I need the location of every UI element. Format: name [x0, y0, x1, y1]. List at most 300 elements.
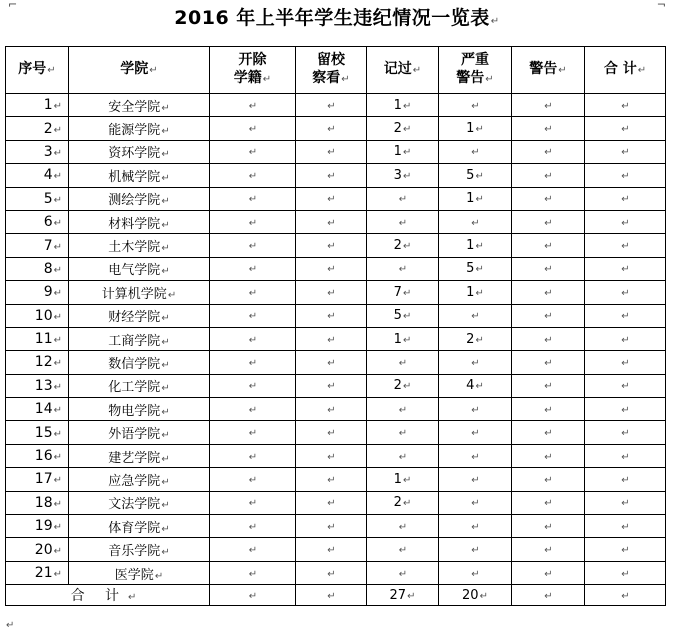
warning-count	[512, 140, 585, 163]
paragraph-mark-icon: ↵	[471, 545, 480, 557]
row-number: 11↵	[6, 327, 69, 350]
paragraph-mark-icon: ↵	[621, 311, 630, 323]
paragraph-mark-icon: ↵	[53, 405, 62, 417]
serious-warning-count	[439, 94, 512, 117]
row-number: 6↵	[6, 210, 69, 233]
paragraph-mark-icon: ↵	[53, 218, 62, 230]
table-row	[6, 398, 666, 421]
paragraph-mark-icon: ↵	[248, 147, 258, 159]
paragraph-mark-icon: ↵	[248, 521, 258, 533]
paragraph-mark-icon: ↵	[544, 381, 553, 393]
paragraph-mark-icon: ↵	[327, 381, 336, 393]
expel-count	[210, 117, 296, 140]
paragraph-mark-icon: ↵	[398, 357, 408, 369]
probation-count	[296, 351, 367, 374]
paragraph-mark-icon: ↵	[327, 287, 336, 299]
serious-warning-count: 1↵	[439, 281, 512, 304]
row-number: 19↵	[6, 515, 69, 538]
serious-warning-count	[439, 398, 512, 421]
expel-count	[210, 94, 296, 117]
paragraph-mark-icon: ↵	[621, 568, 630, 580]
serious-warning-count	[439, 304, 512, 327]
paragraph-mark-icon: ↵	[161, 359, 170, 371]
row-number: 14↵	[6, 398, 69, 421]
paragraph-mark-icon: ↵	[248, 498, 258, 510]
paragraph-mark-icon: ↵	[161, 172, 170, 184]
paragraph-mark-icon: ↵	[53, 569, 62, 580]
demerit-count: 1↵	[367, 327, 439, 350]
table-row	[6, 351, 666, 374]
row-total	[585, 421, 666, 444]
paragraph-mark-icon: ↵	[621, 124, 630, 136]
header-expel: 开除 学籍↵	[210, 47, 296, 94]
table-header-row	[6, 47, 666, 94]
expel-count	[210, 374, 296, 397]
paragraph-mark-icon: ↵	[544, 124, 553, 136]
margin-corner-mark: ⌐	[8, 0, 18, 11]
expel-count	[210, 210, 296, 233]
totals-row	[6, 585, 666, 606]
row-total	[585, 164, 666, 187]
table-row	[6, 444, 666, 467]
paragraph-mark-icon: ↵	[53, 124, 62, 136]
college-name: 材料学院↵	[69, 210, 210, 233]
totals-total: ↵	[585, 585, 666, 606]
probation-count	[296, 398, 367, 421]
discipline-table	[5, 46, 666, 606]
paragraph-mark-icon: ↵	[327, 545, 336, 557]
paragraph-mark-icon: ↵	[402, 100, 412, 112]
row-total	[585, 538, 666, 561]
table-row	[6, 94, 666, 117]
paragraph-mark-icon: ↵	[248, 194, 258, 206]
warning-count	[512, 351, 585, 374]
expel-count	[210, 281, 296, 304]
paragraph-mark-icon: ↵	[327, 474, 336, 486]
expel-count	[210, 538, 296, 561]
paragraph-mark-icon: ↵	[327, 568, 336, 580]
probation-count	[296, 164, 367, 187]
warning-count	[512, 281, 585, 304]
paragraph-mark-icon: ↵	[398, 451, 408, 463]
warning-count	[512, 421, 585, 444]
row-number: 7↵	[6, 234, 69, 257]
paragraph-mark-icon: ↵	[161, 383, 170, 395]
warning-count	[512, 515, 585, 538]
paragraph-mark-icon: ↵	[161, 219, 170, 231]
expel-count	[210, 491, 296, 514]
expel-count	[210, 140, 296, 163]
warning-count	[512, 444, 585, 467]
warning-count	[512, 187, 585, 210]
paragraph-mark-icon: ↵	[327, 311, 336, 323]
header-probation: 留校 察看↵	[296, 47, 367, 94]
paragraph-mark-icon: ↵	[475, 381, 484, 393]
college-name: 医学院↵	[69, 561, 210, 584]
college-name: 化工学院↵	[69, 374, 210, 397]
serious-warning-count	[439, 491, 512, 514]
table-row	[6, 234, 666, 257]
row-total	[585, 187, 666, 210]
probation-count	[296, 421, 367, 444]
paragraph-mark-icon: ↵	[402, 241, 412, 253]
paragraph-mark-icon: ↵	[544, 498, 553, 510]
paragraph-mark-icon: ↵	[248, 100, 258, 112]
paragraph-mark-icon: ↵	[327, 241, 336, 253]
paragraph-mark-icon: ↵	[167, 289, 177, 301]
table-row	[6, 187, 666, 210]
row-number: 17↵	[6, 468, 69, 491]
paragraph-mark-icon: ↵	[53, 194, 62, 206]
table-row	[6, 491, 666, 514]
paragraph-mark-icon: ↵	[621, 334, 630, 346]
paragraph-mark-icon: ↵	[327, 334, 336, 346]
probation-count	[296, 444, 367, 467]
paragraph-mark-icon: ↵	[475, 194, 484, 206]
paragraph-mark-icon: ↵	[621, 100, 630, 112]
serious-warning-count	[439, 351, 512, 374]
serious-warning-count: 4↵	[439, 374, 512, 397]
totals-demerit: 27↵	[367, 585, 439, 606]
paragraph-mark-icon: ↵	[398, 568, 408, 580]
demerit-count	[367, 421, 439, 444]
serious-warning-count	[439, 538, 512, 561]
warning-count	[512, 374, 585, 397]
demerit-count: 2↵	[367, 117, 439, 140]
row-number: 3↵	[6, 140, 69, 163]
demerit-count	[367, 257, 439, 280]
paragraph-mark-icon: ↵	[402, 381, 412, 393]
probation-count	[296, 491, 367, 514]
totals-label-cell: 合 计↵	[6, 585, 210, 606]
paragraph-mark-icon: ↵	[621, 241, 630, 253]
serious-warning-count: 1↵	[439, 234, 512, 257]
row-number: 20↵	[6, 538, 69, 561]
college-name: 资环学院↵	[69, 140, 210, 163]
warning-count	[512, 491, 585, 514]
row-total	[585, 515, 666, 538]
paragraph-mark-icon: ↵	[544, 334, 553, 346]
row-number: 21↵	[6, 561, 69, 584]
expel-count	[210, 187, 296, 210]
row-number: 10↵	[6, 304, 69, 327]
table-row	[6, 164, 666, 187]
paragraph-mark-icon: ↵	[327, 428, 336, 440]
serious-warning-count	[439, 561, 512, 584]
paragraph-mark-icon: ↵	[398, 428, 408, 440]
document-title	[0, 5, 674, 35]
demerit-count	[367, 444, 439, 467]
row-number: 15↵	[6, 421, 69, 444]
paragraph-mark-icon: ↵	[53, 335, 62, 347]
serious-warning-count	[439, 210, 512, 233]
college-name: 外语学院↵	[69, 421, 210, 444]
serious-warning-count	[439, 515, 512, 538]
expel-count	[210, 351, 296, 374]
paragraph-mark-icon: ↵	[544, 521, 553, 533]
paragraph-mark-icon: ↵	[402, 170, 412, 182]
row-number: 9↵	[6, 281, 69, 304]
paragraph-mark-icon: ↵	[398, 194, 408, 206]
row-total	[585, 351, 666, 374]
row-number: 5↵	[6, 187, 69, 210]
paragraph-mark-icon: ↵	[327, 357, 336, 369]
header-demerit: 记过↵	[367, 47, 439, 94]
paragraph-mark-icon: ↵	[402, 147, 412, 159]
totals-warning: ↵	[512, 585, 585, 606]
paragraph-mark-icon: ↵	[471, 568, 480, 580]
demerit-count: 3↵	[367, 164, 439, 187]
expel-count	[210, 421, 296, 444]
warning-count	[512, 468, 585, 491]
header-no: 序号↵	[6, 47, 69, 94]
paragraph-mark-icon: ↵	[471, 521, 480, 533]
paragraph-mark-icon: ↵	[327, 217, 336, 229]
paragraph-mark-icon: ↵	[248, 334, 258, 346]
demerit-count: 1↵	[367, 94, 439, 117]
paragraph-mark-icon: ↵	[248, 474, 258, 486]
paragraph-mark-icon: ↵	[475, 334, 484, 346]
paragraph-mark-icon: ↵	[53, 452, 62, 464]
paragraph-mark-icon: ↵	[53, 147, 62, 159]
college-name: 安全学院↵	[69, 94, 210, 117]
margin-corner-mark: ¬	[656, 0, 666, 11]
paragraph-mark-icon: ↵	[621, 498, 630, 510]
paragraph-mark-icon: ↵	[248, 568, 258, 580]
paragraph-mark-icon: ↵	[53, 428, 62, 440]
paragraph-mark-icon: ↵	[471, 357, 480, 369]
paragraph-mark-icon: ↵	[544, 404, 553, 416]
warning-count	[512, 304, 585, 327]
paragraph-mark-icon: ↵	[475, 287, 484, 299]
table-row	[6, 561, 666, 584]
expel-count	[210, 444, 296, 467]
paragraph-mark-icon: ↵	[53, 358, 62, 370]
paragraph-mark-icon: ↵	[544, 217, 553, 229]
demerit-count: 5↵	[367, 304, 439, 327]
row-total	[585, 304, 666, 327]
warning-count	[512, 234, 585, 257]
paragraph-mark-icon: ↵	[471, 474, 480, 486]
paragraph-mark-icon: ↵	[53, 311, 62, 323]
paragraph-mark-icon: ↵	[471, 451, 480, 463]
demerit-count: 2↵	[367, 491, 439, 514]
college-name: 建艺学院↵	[69, 444, 210, 467]
paragraph-mark-icon: ↵	[161, 313, 170, 325]
table-row	[6, 421, 666, 444]
paragraph-mark-icon: ↵	[154, 570, 164, 582]
paragraph-mark-icon: ↵	[621, 521, 630, 533]
serious-warning-count: 2↵	[439, 327, 512, 350]
college-name: 数信学院↵	[69, 351, 210, 374]
paragraph-mark-icon: ↵	[53, 171, 62, 183]
row-total	[585, 117, 666, 140]
paragraph-mark-icon: ↵	[544, 241, 553, 253]
paragraph-mark-icon: ↵	[475, 124, 484, 136]
table-row	[6, 468, 666, 491]
probation-count	[296, 257, 367, 280]
expel-count	[210, 327, 296, 350]
table-row	[6, 374, 666, 397]
college-name: 音乐学院↵	[69, 538, 210, 561]
paragraph-mark-icon: ↵	[471, 147, 480, 159]
paragraph-mark-icon: ↵	[490, 16, 500, 27]
warning-count	[512, 210, 585, 233]
paragraph-mark-icon: ↵	[621, 451, 630, 463]
college-name: 应急学院↵	[69, 468, 210, 491]
paragraph-mark-icon: ↵	[248, 241, 258, 253]
paragraph-mark-icon: ↵	[248, 545, 258, 557]
college-name: 机械学院↵	[69, 164, 210, 187]
expel-count	[210, 257, 296, 280]
table-row	[6, 281, 666, 304]
serious-warning-count	[439, 468, 512, 491]
trailing-paragraph-mark: ↵	[6, 620, 15, 631]
table-row	[6, 538, 666, 561]
probation-count	[296, 281, 367, 304]
paragraph-mark-icon: ↵	[327, 100, 336, 112]
paragraph-mark-icon: ↵	[544, 170, 553, 182]
paragraph-mark-icon: ↵	[621, 264, 630, 276]
paragraph-mark-icon: ↵	[327, 170, 336, 182]
demerit-count	[367, 187, 439, 210]
header-warning: 警告↵	[512, 47, 585, 94]
paragraph-mark-icon: ↵	[161, 102, 170, 114]
paragraph-mark-icon: ↵	[327, 498, 336, 510]
paragraph-mark-icon: ↵	[53, 545, 62, 557]
probation-count	[296, 234, 367, 257]
row-total	[585, 491, 666, 514]
paragraph-mark-icon: ↵	[544, 311, 553, 323]
paragraph-mark-icon: ↵	[402, 498, 412, 510]
header-serious-warning: 严重 警告↵	[439, 47, 512, 94]
row-number: 18↵	[6, 491, 69, 514]
row-total	[585, 94, 666, 117]
paragraph-mark-icon: ↵	[544, 545, 553, 557]
paragraph-mark-icon: ↵	[621, 287, 630, 299]
paragraph-mark-icon: ↵	[161, 430, 170, 442]
paragraph-mark-icon: ↵	[544, 451, 553, 463]
probation-count	[296, 374, 367, 397]
paragraph-mark-icon: ↵	[621, 428, 630, 440]
probation-count	[296, 117, 367, 140]
paragraph-mark-icon: ↵	[475, 264, 484, 276]
expel-count	[210, 398, 296, 421]
serious-warning-count	[439, 140, 512, 163]
paragraph-mark-icon: ↵	[53, 241, 62, 253]
paragraph-mark-icon: ↵	[327, 451, 336, 463]
probation-count	[296, 187, 367, 210]
paragraph-mark-icon: ↵	[248, 287, 258, 299]
warning-count	[512, 327, 585, 350]
table-row	[6, 515, 666, 538]
paragraph-mark-icon: ↵	[248, 428, 258, 440]
paragraph-mark-icon: ↵	[53, 101, 62, 113]
row-number: 12↵	[6, 351, 69, 374]
paragraph-mark-icon: ↵	[53, 522, 62, 534]
paragraph-mark-icon: ↵	[544, 474, 553, 486]
probation-count	[296, 140, 367, 163]
row-total	[585, 257, 666, 280]
paragraph-mark-icon: ↵	[248, 217, 258, 229]
demerit-count: 1↵	[367, 140, 439, 163]
paragraph-mark-icon: ↵	[471, 100, 480, 112]
paragraph-mark-icon: ↵	[161, 406, 170, 418]
row-number: 16↵	[6, 444, 69, 467]
paragraph-mark-icon: ↵	[161, 266, 170, 278]
row-total	[585, 468, 666, 491]
row-total	[585, 561, 666, 584]
serious-warning-count: 1↵	[439, 117, 512, 140]
paragraph-mark-icon: ↵	[621, 194, 630, 206]
paragraph-mark-icon: ↵	[544, 194, 553, 206]
paragraph-mark-icon: ↵	[544, 428, 553, 440]
totals-expel: ↵	[210, 585, 296, 606]
row-total	[585, 140, 666, 163]
expel-count	[210, 304, 296, 327]
paragraph-mark-icon: ↵	[621, 474, 630, 486]
paragraph-mark-icon: ↵	[544, 100, 553, 112]
paragraph-mark-icon: ↵	[327, 124, 336, 136]
serious-warning-count: 1↵	[439, 187, 512, 210]
paragraph-mark-icon: ↵	[471, 428, 480, 440]
paragraph-mark-icon: ↵	[621, 217, 630, 229]
paragraph-mark-icon: ↵	[248, 357, 258, 369]
demerit-count	[367, 351, 439, 374]
serious-warning-count: 5↵	[439, 164, 512, 187]
paragraph-mark-icon: ↵	[402, 124, 412, 136]
paragraph-mark-icon: ↵	[475, 241, 484, 253]
college-name: 电气学院↵	[69, 257, 210, 280]
demerit-count: 2↵	[367, 374, 439, 397]
row-number: 8↵	[6, 257, 69, 280]
demerit-count	[367, 561, 439, 584]
expel-count	[210, 164, 296, 187]
probation-count	[296, 561, 367, 584]
college-name: 体育学院↵	[69, 515, 210, 538]
paragraph-mark-icon: ↵	[544, 357, 553, 369]
demerit-count: 7↵	[367, 281, 439, 304]
table-row	[6, 304, 666, 327]
row-total	[585, 234, 666, 257]
paragraph-mark-icon: ↵	[402, 311, 412, 323]
row-total	[585, 210, 666, 233]
paragraph-mark-icon: ↵	[398, 404, 408, 416]
expel-count	[210, 468, 296, 491]
totals-serious-warning: 20↵	[439, 585, 512, 606]
expel-count	[210, 234, 296, 257]
paragraph-mark-icon: ↵	[402, 334, 412, 346]
row-total	[585, 281, 666, 304]
warning-count	[512, 94, 585, 117]
paragraph-mark-icon: ↵	[544, 568, 553, 580]
paragraph-mark-icon: ↵	[475, 170, 484, 182]
paragraph-mark-icon: ↵	[471, 498, 480, 510]
paragraph-mark-icon: ↵	[161, 149, 170, 161]
probation-count	[296, 210, 367, 233]
college-name: 能源学院↵	[69, 117, 210, 140]
paragraph-mark-icon: ↵	[327, 521, 336, 533]
paragraph-mark-icon: ↵	[161, 547, 170, 559]
paragraph-mark-icon: ↵	[471, 311, 480, 323]
warning-count	[512, 164, 585, 187]
serious-warning-count: 5↵	[439, 257, 512, 280]
paragraph-mark-icon: ↵	[398, 264, 408, 276]
row-total	[585, 398, 666, 421]
paragraph-mark-icon: ↵	[471, 404, 480, 416]
paragraph-mark-icon: ↵	[248, 381, 258, 393]
row-number: 13↵	[6, 374, 69, 397]
